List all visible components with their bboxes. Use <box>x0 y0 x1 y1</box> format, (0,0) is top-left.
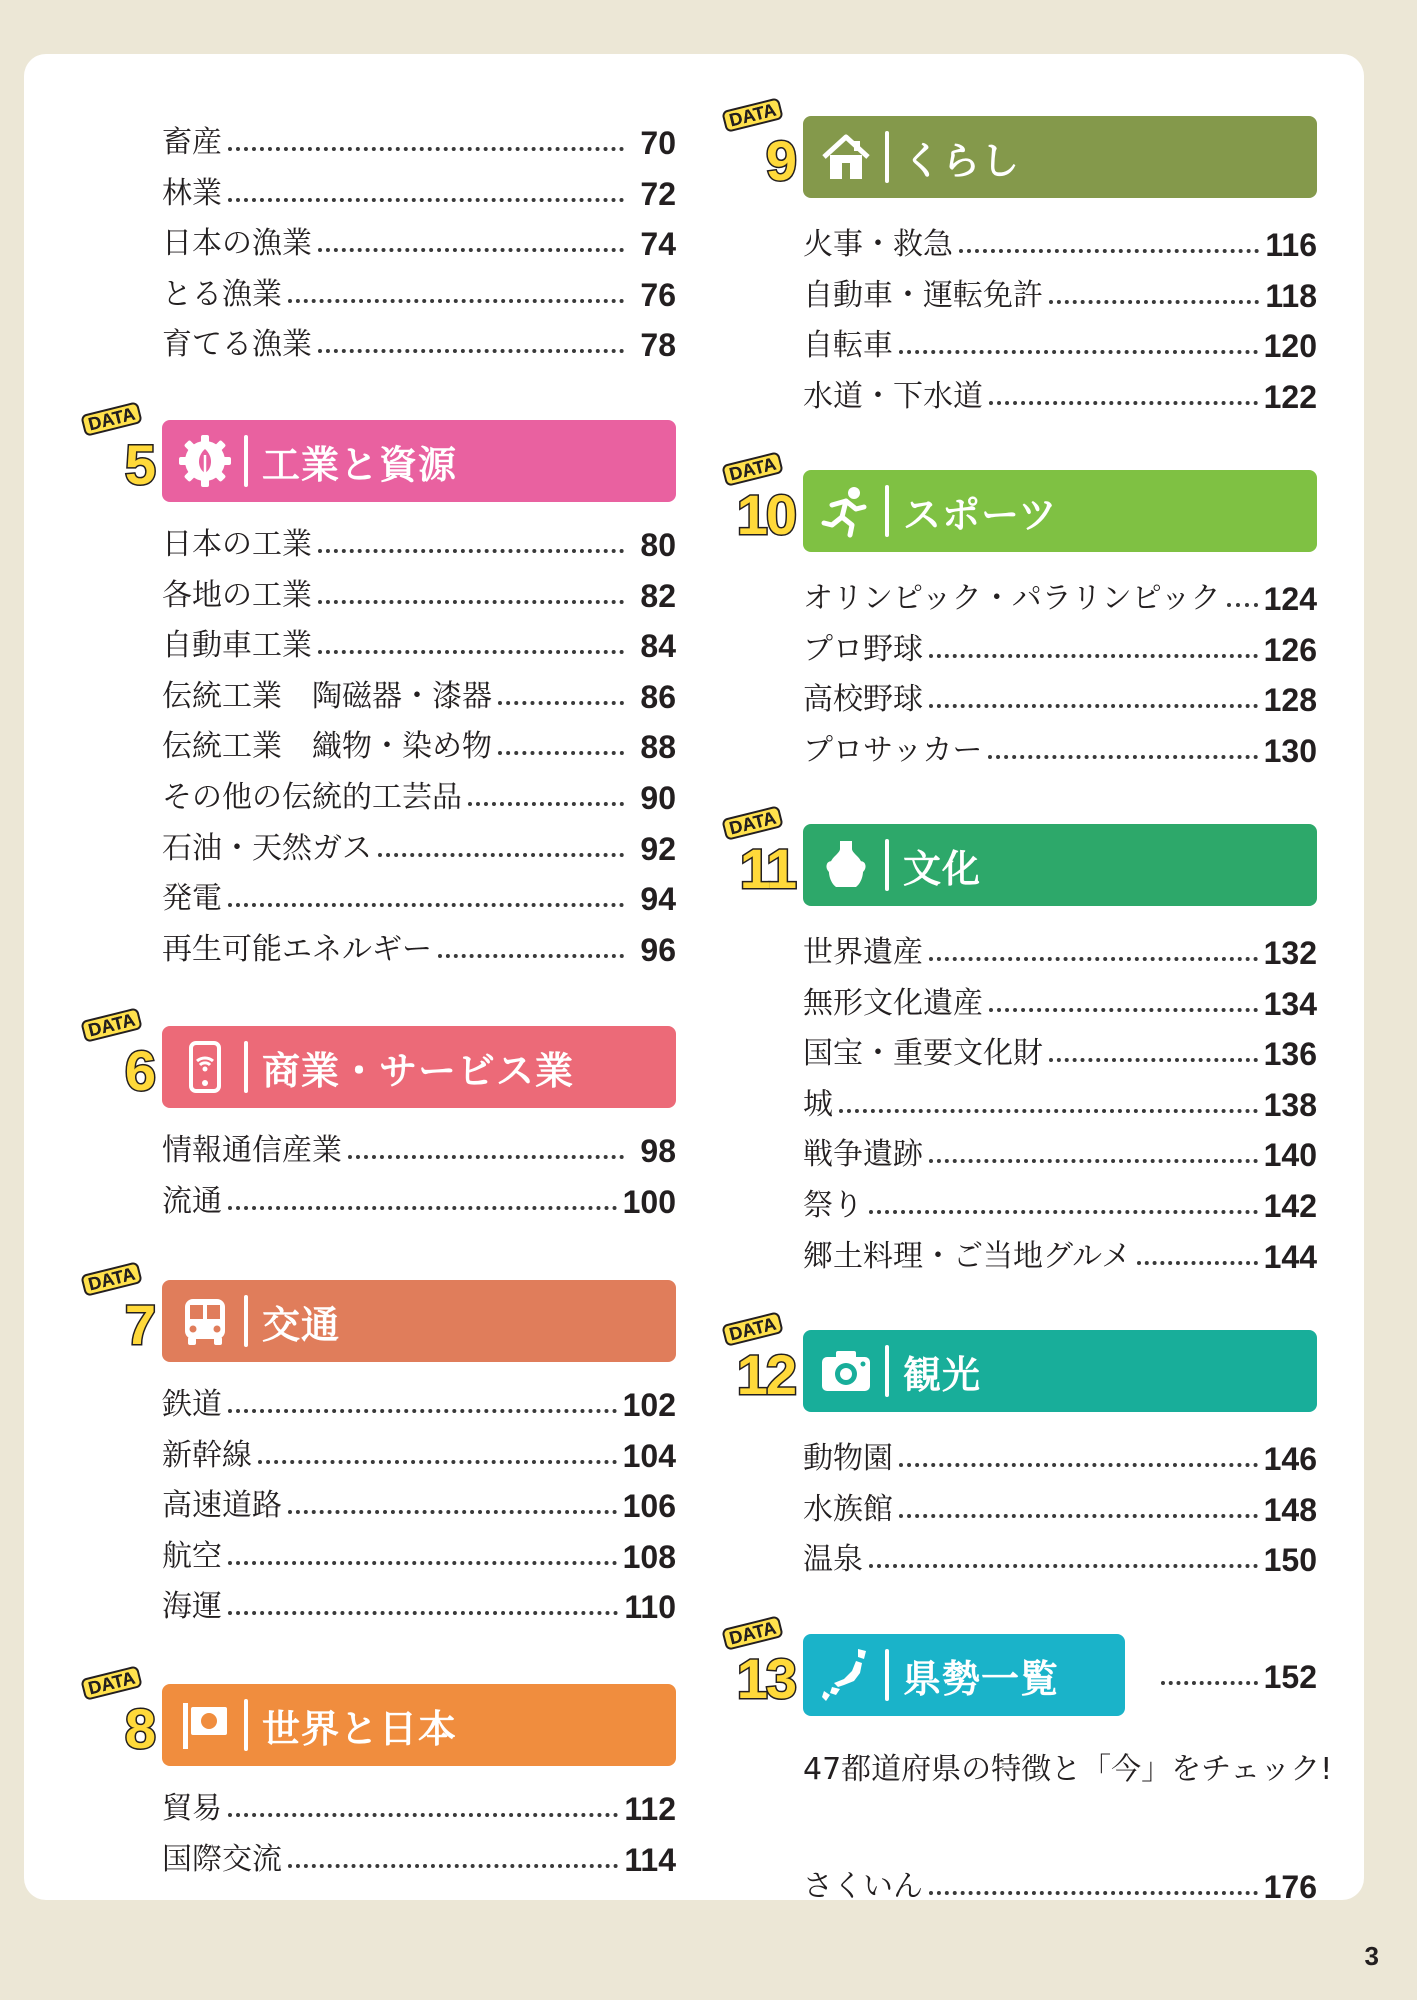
entry-title: 国宝・重要文化財 <box>803 1036 1043 1072</box>
header-divider <box>885 485 889 537</box>
leader-dots <box>929 957 1258 961</box>
toc-entry[interactable] <box>162 314 676 364</box>
section-number: 9 <box>765 129 795 192</box>
section-number: 13 <box>736 1647 795 1710</box>
leader-dots <box>1227 603 1258 607</box>
data-label: DATA <box>80 1007 143 1043</box>
section-title: 観光 <box>903 1352 982 1397</box>
toc-entry[interactable] <box>162 666 676 716</box>
toc-entry[interactable] <box>162 1829 676 1879</box>
entry-title: オリンピック・パラリンピック <box>803 581 1221 616</box>
leader-dots <box>468 802 624 806</box>
section-title: スポーツ <box>903 492 1058 537</box>
entry-page: 98 <box>640 1133 676 1169</box>
entry-page: 148 <box>1263 1491 1317 1528</box>
leader-dots <box>869 1564 1258 1568</box>
entry-title: さくいん <box>803 1869 923 1904</box>
leader-dots <box>228 903 624 907</box>
section-number: 6 <box>124 1039 154 1102</box>
leader-dots <box>228 1561 617 1565</box>
header-divider <box>885 839 889 891</box>
leader-dots <box>1137 1261 1257 1265</box>
leader-dots <box>288 299 624 303</box>
leader-dots <box>318 549 624 553</box>
header-divider <box>885 131 889 183</box>
entry-page: 146 <box>1263 1441 1317 1477</box>
entry-page: 76 <box>640 276 676 313</box>
section-title: 商業・サービス業 <box>262 1048 575 1093</box>
toc-entry[interactable] <box>803 214 1317 264</box>
leader-dots <box>989 1008 1258 1012</box>
entry-title: 水族館 <box>803 1491 893 1527</box>
toc-entry[interactable] <box>162 1778 676 1828</box>
data-label: DATA <box>721 1615 784 1651</box>
entry-title: 動物園 <box>803 1441 893 1476</box>
entry-page: 126 <box>1263 631 1317 668</box>
entry-page: 92 <box>640 830 676 867</box>
entry-title: 伝統工業 織物・染め物 <box>162 729 492 765</box>
entry-page: 136 <box>1263 1036 1317 1073</box>
entry-title: その他の伝統的工芸品 <box>162 780 462 815</box>
entry-page: 116 <box>1265 227 1317 263</box>
leader-dots <box>288 1510 617 1514</box>
entry-page: 142 <box>1263 1188 1317 1224</box>
leader-dots <box>1161 1681 1258 1685</box>
section-header[interactable] <box>803 1634 1125 1716</box>
data-label: DATA <box>721 97 784 133</box>
data-label: DATA <box>80 401 143 437</box>
toc-entry[interactable] <box>162 514 676 564</box>
data-label: DATA <box>80 1261 143 1297</box>
leader-dots <box>228 198 624 202</box>
leader-dots <box>288 1864 618 1868</box>
section-title: 県勢一覧 <box>903 1656 1060 1701</box>
section-header[interactable] <box>162 1684 676 1766</box>
entry-page: 130 <box>1263 732 1317 769</box>
toc-entry[interactable] <box>1155 1646 1317 1696</box>
runner-icon <box>815 480 877 542</box>
toc-entry[interactable] <box>162 565 676 615</box>
toc-entry[interactable] <box>162 716 676 766</box>
section-header[interactable] <box>803 470 1317 552</box>
entry-page: 108 <box>622 1538 676 1575</box>
entry-page: 144 <box>1263 1238 1317 1275</box>
entry-title: プロ野球 <box>803 631 923 667</box>
section-header[interactable] <box>803 824 1317 906</box>
toc-entry[interactable] <box>162 615 676 665</box>
leader-dots <box>228 1813 618 1817</box>
entry-page: 78 <box>640 327 676 364</box>
toc-entry[interactable] <box>162 213 676 263</box>
section-number: 7 <box>124 1293 154 1356</box>
leader-dots <box>899 1463 1258 1467</box>
entry-title: 高校野球 <box>803 682 923 718</box>
entry-title: 祭り <box>803 1188 863 1223</box>
data-badge <box>727 807 795 922</box>
entry-page: 102 <box>622 1387 676 1423</box>
section-header[interactable] <box>162 1026 676 1108</box>
header-divider <box>244 1699 248 1751</box>
toc-entry[interactable] <box>162 919 676 969</box>
data-badge <box>86 1667 154 1782</box>
entry-page: 134 <box>1263 985 1317 1022</box>
toc-entry[interactable] <box>803 265 1317 315</box>
leader-dots <box>228 1611 618 1615</box>
entry-title: 日本の工業 <box>162 527 312 562</box>
bus-icon <box>174 1290 236 1352</box>
toc-entry[interactable] <box>162 264 676 314</box>
data-label: DATA <box>721 805 784 841</box>
entry-title: 伝統工業 陶磁器・漆器 <box>162 678 492 714</box>
toc-entry[interactable] <box>162 1576 676 1626</box>
toc-entry[interactable] <box>803 1226 1317 1276</box>
entry-page: 80 <box>640 527 676 563</box>
data-badge <box>86 1263 154 1378</box>
entry-title: とる漁業 <box>162 276 282 312</box>
entry-title: 世界遺産 <box>803 935 923 970</box>
toc-entry[interactable] <box>803 1479 1317 1529</box>
toc-entry[interactable] <box>803 973 1317 1023</box>
leader-dots <box>318 650 624 654</box>
entry-page: 122 <box>1263 378 1317 415</box>
toc-entry[interactable] <box>162 112 676 162</box>
entry-title: 水道・下水道 <box>803 378 983 414</box>
data-badge <box>86 403 154 518</box>
leader-dots <box>258 1460 617 1464</box>
entry-page: 140 <box>1263 1137 1317 1174</box>
house-icon <box>815 126 877 188</box>
entry-title: 再生可能エネルギー <box>162 931 432 967</box>
entry-page: 120 <box>1263 328 1317 365</box>
entry-page: 82 <box>640 577 676 614</box>
toc-entry[interactable] <box>803 1074 1317 1124</box>
toc-entry[interactable] <box>803 1175 1317 1225</box>
page-number: 3 <box>1364 1941 1379 1971</box>
header-divider <box>885 1345 889 1397</box>
entry-title: 流通 <box>162 1183 222 1219</box>
section-header[interactable] <box>162 420 676 502</box>
leader-dots <box>959 249 1259 253</box>
leader-dots <box>228 1206 617 1210</box>
leader-dots <box>498 701 624 705</box>
entry-page: 94 <box>640 881 676 918</box>
entry-title: 城 <box>803 1086 833 1122</box>
leader-dots <box>899 350 1258 354</box>
entry-page: 70 <box>640 125 676 161</box>
leader-dots <box>989 401 1258 405</box>
toc-entry[interactable] <box>162 1171 676 1221</box>
leader-dots <box>1049 300 1259 304</box>
entry-title: 高速道路 <box>162 1488 282 1524</box>
section-number: 8 <box>124 1697 154 1760</box>
entry-page: 138 <box>1263 1086 1317 1123</box>
entry-page: 152 <box>1263 1659 1317 1695</box>
section-subtitle: 47都道府県の特徴と「今」をチェック! <box>803 1752 1333 1787</box>
entry-page: 100 <box>622 1183 676 1220</box>
toc-entry[interactable] <box>162 1374 676 1424</box>
leader-dots <box>318 248 624 252</box>
entry-title: 航空 <box>162 1538 222 1574</box>
entry-page: 96 <box>640 931 676 968</box>
data-badge <box>727 453 795 568</box>
entry-page: 74 <box>640 226 676 263</box>
toc-entry[interactable] <box>803 1023 1317 1073</box>
entry-page: 104 <box>622 1437 676 1474</box>
leader-dots <box>929 654 1258 658</box>
data-badge <box>727 99 795 214</box>
entry-title: 火事・救急 <box>803 227 953 262</box>
toc-entry[interactable] <box>162 1475 676 1525</box>
header-divider <box>244 1295 248 1347</box>
entry-page: 110 <box>624 1589 676 1626</box>
entry-title: 戦争遺跡 <box>803 1137 923 1173</box>
leader-dots <box>899 1514 1258 1518</box>
toc-entry[interactable] <box>803 922 1317 972</box>
entry-title: 情報通信産業 <box>162 1133 342 1168</box>
entry-title: 国際交流 <box>162 1841 282 1877</box>
toc-entry[interactable] <box>162 1120 676 1170</box>
entry-title: 畜産 <box>162 125 222 160</box>
section-header[interactable] <box>803 116 1317 198</box>
toc-entry[interactable] <box>803 1529 1317 1579</box>
leader-dots <box>318 349 624 353</box>
flag-icon <box>174 1694 236 1756</box>
entry-page: 114 <box>624 1841 676 1878</box>
section-number: 10 <box>736 483 795 546</box>
section-title: くらし <box>903 138 1021 183</box>
toc-entry[interactable] <box>803 619 1317 669</box>
header-divider <box>244 1041 248 1093</box>
section-header[interactable] <box>803 1330 1317 1412</box>
header-divider <box>244 435 248 487</box>
entry-title: 日本の漁業 <box>162 226 312 262</box>
entry-title: プロサッカー <box>803 732 983 768</box>
entry-page: 124 <box>1263 581 1317 617</box>
data-label: DATA <box>80 1665 143 1701</box>
camera-icon <box>815 1340 877 1402</box>
data-label: DATA <box>721 451 784 487</box>
section-title: 文化 <box>903 846 982 891</box>
entry-page: 112 <box>624 1791 676 1827</box>
entry-title: 貿易 <box>162 1791 222 1826</box>
leader-dots <box>929 1159 1258 1163</box>
entry-page: 72 <box>640 175 676 212</box>
leader-dots <box>228 147 624 151</box>
entry-page: 88 <box>640 729 676 766</box>
entry-page: 84 <box>640 628 676 665</box>
section-title: 工業と資源 <box>262 442 458 487</box>
toc-entry[interactable] <box>162 868 676 918</box>
toc-entry[interactable] <box>803 1124 1317 1174</box>
toc-entry[interactable] <box>803 366 1317 416</box>
entry-page: 150 <box>1263 1542 1317 1579</box>
leader-dots <box>839 1109 1258 1113</box>
entry-title: 自動車工業 <box>162 628 312 664</box>
leader-dots <box>348 1155 624 1159</box>
gear-leaf-icon <box>174 430 236 492</box>
data-label: DATA <box>721 1311 784 1347</box>
entry-title: 自動車・運転免許 <box>803 277 1043 313</box>
smartphone-icon <box>174 1036 236 1098</box>
leader-dots <box>1049 1058 1258 1062</box>
data-badge <box>86 1009 154 1124</box>
leader-dots <box>929 704 1258 708</box>
entry-title: 林業 <box>162 175 222 211</box>
toc-entry[interactable] <box>162 163 676 213</box>
entry-title: 各地の工業 <box>162 577 312 613</box>
leader-dots <box>988 755 1257 759</box>
japan-map-icon <box>815 1644 877 1706</box>
toc-entry[interactable] <box>803 669 1317 719</box>
toc-entry[interactable] <box>803 1428 1317 1478</box>
leader-dots <box>438 954 624 958</box>
toc-entry[interactable] <box>162 1526 676 1576</box>
entry-title: 海運 <box>162 1589 222 1625</box>
entry-title: 郷土料理・ご当地グルメ <box>803 1238 1132 1274</box>
leader-dots <box>929 1891 1258 1895</box>
header-divider <box>885 1649 889 1701</box>
leader-dots <box>228 1409 617 1413</box>
section-number: 5 <box>124 433 154 496</box>
entry-page: 176 <box>1263 1869 1317 1905</box>
entry-page: 90 <box>640 780 676 816</box>
data-badge <box>727 1617 795 1732</box>
section-header[interactable] <box>162 1280 676 1362</box>
toc-entry[interactable] <box>803 315 1317 365</box>
entry-page: 106 <box>622 1488 676 1525</box>
entry-title: 石油・天然ガス <box>162 830 372 866</box>
entry-title: 鉄道 <box>162 1387 222 1422</box>
toc-entry[interactable] <box>803 720 1317 770</box>
entry-title: 自転車 <box>803 328 893 364</box>
entry-title: 温泉 <box>803 1542 863 1578</box>
leader-dots <box>378 853 624 857</box>
leader-dots <box>498 751 624 755</box>
entry-page: 86 <box>640 678 676 715</box>
section-title: 世界と日本 <box>262 1706 458 1751</box>
entry-title: 発電 <box>162 881 222 917</box>
entry-page: 128 <box>1263 682 1317 719</box>
section-title: 交通 <box>262 1302 341 1347</box>
entry-page: 132 <box>1263 935 1317 971</box>
leader-dots <box>869 1210 1258 1214</box>
toc-entry[interactable] <box>803 1856 1317 1906</box>
leader-dots <box>318 600 624 604</box>
entry-title: 新幹線 <box>162 1437 252 1473</box>
vase-icon <box>815 834 877 896</box>
toc-entry[interactable] <box>162 767 676 817</box>
toc-entry[interactable] <box>803 568 1317 618</box>
entry-title: 育てる漁業 <box>162 327 312 363</box>
toc-entry[interactable] <box>162 818 676 868</box>
section-number: 12 <box>736 1343 795 1406</box>
entry-page: 118 <box>1265 277 1317 314</box>
toc-entry[interactable] <box>162 1425 676 1475</box>
data-badge <box>727 1313 795 1428</box>
entry-title: 無形文化遺産 <box>803 985 983 1021</box>
section-number: 11 <box>739 837 795 900</box>
